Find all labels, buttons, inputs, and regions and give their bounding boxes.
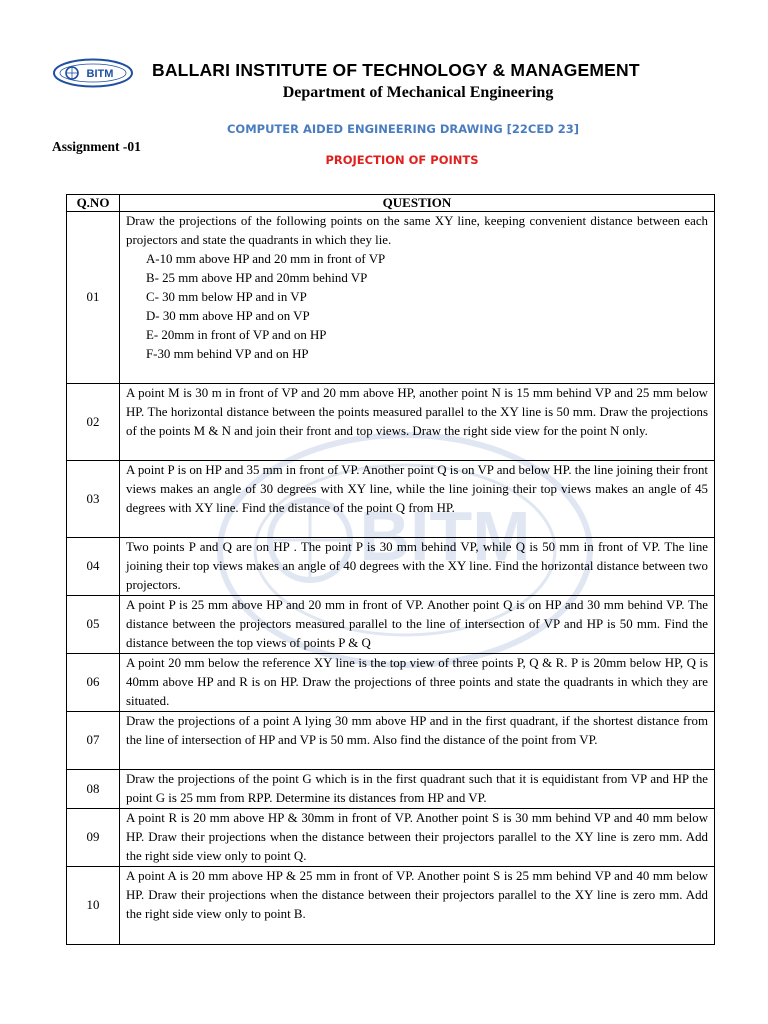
question-number: 01 <box>67 212 120 384</box>
question-number: 10 <box>67 867 120 945</box>
question-text: A point A is 20 mm above HP & 25 mm in front of VP. Another point S is 25 mm behind VP and 40 mm below HP. Draw their projections when the distance between their projectors parallel to the XY line is zero mm. Add the right side view only to point B. <box>126 869 708 921</box>
table-row <box>67 596 715 654</box>
question-number: 06 <box>67 654 120 712</box>
questions-table <box>66 194 715 945</box>
question-number: 05 <box>67 596 120 654</box>
question-number: 08 <box>67 770 120 809</box>
course-title: COMPUTER AIDED ENGINEERING DRAWING [22CED 23] <box>226 122 580 136</box>
question-text-cell <box>120 596 715 654</box>
question-text: Draw the projections of the point G which is in the first quadrant such that it is equidistant from VP and HP the point G is 25 mm from RPP. Determine its distances from HP and VP. <box>126 772 708 805</box>
table-row <box>67 538 715 596</box>
question-number: 07 <box>67 712 120 770</box>
question-text: Draw the projections of a point A lying 30 mm above HP and in the first quadrant, if the shortest distance from the line of intersection of HP and VP is 50 mm. Also find the distance of the point from VP. <box>126 714 708 747</box>
question-text: A point 20 mm below the reference XY line is the top view of three points P, Q & R. P is 20mm below HP, Q is 40mm above HP and R is on HP. Draw the projections of three points and state the quadrants in which they are situated. <box>126 656 708 708</box>
question-text-cell <box>120 212 715 384</box>
table-row <box>67 809 715 867</box>
table-row <box>67 654 715 712</box>
table-row <box>67 867 715 945</box>
question-item: D- 30 mm above HP and on VP <box>146 309 310 323</box>
question-item: A-10 mm above HP and 20 mm in front of VP <box>146 252 386 266</box>
question-text-cell <box>120 654 715 712</box>
question-text-cell <box>120 538 715 596</box>
question-text-cell <box>120 461 715 538</box>
question-text-cell <box>120 384 715 461</box>
question-text: A point P is on HP and 35 mm in front of VP. Another point Q is on VP and below HP. the line joining their front views makes an angle of 30 degrees with XY line, while the line joining their top views makes an angle of 45 degrees with XY line. Find the distance of the point Q from HP. <box>126 463 708 515</box>
question-text: Draw the projections of the following points on the same XY line, keeping convenient distance between each projectors and state the quadrants in which they lie. <box>126 214 708 247</box>
watermark-text: BITM <box>359 497 531 575</box>
institute-name: BALLARI INSTITUTE OF TECHNOLOGY & MANAGEMENT <box>152 60 640 80</box>
header-question: QUESTION <box>120 195 715 212</box>
table-row <box>67 712 715 770</box>
question-number: 09 <box>67 809 120 867</box>
question-item: C- 30 mm below HP and in VP <box>146 290 307 304</box>
table-header-row <box>67 195 715 212</box>
question-number: 04 <box>67 538 120 596</box>
question-text-cell <box>120 770 715 809</box>
question-item: F-30 mm behind VP and on HP <box>146 347 309 361</box>
topic-title: PROJECTION OF POINTS <box>325 153 479 167</box>
question-text-cell <box>120 809 715 867</box>
table-row <box>67 384 715 461</box>
assignment-label: Assignment -01 <box>52 139 141 154</box>
question-text: A point R is 20 mm above HP & 30mm in front of VP. Another point S is 30 mm behind VP and 40 mm below HP. Draw their projections when the distance between their projectors parallel to the XY line is zero mm. Add the right side view only to point Q. <box>126 811 708 863</box>
logo-text: BITM <box>86 68 114 80</box>
question-text-cell <box>120 712 715 770</box>
question-text: A point M is 30 m in front of VP and 20 mm above HP, another point N is 15 mm behind VP and 25 mm below HP. The horizontal distance between the points measured parallel to the XY line is 50 mm. Draw the projections of the points M & N and join their front and top views. Draw the right side view for the point N only. <box>126 386 708 438</box>
question-item: E- 20mm in front of VP and on HP <box>146 328 327 342</box>
department-name: Department of Mechanical Engineering <box>282 84 554 101</box>
question-text: A point P is 25 mm above HP and 20 mm in front of VP. Another point Q is on HP and 30 mm behind VP. The distance between the projectors measured parallel to the line of intersection of VP and HP is 50 mm. Find the distance between the top views of points P & Q <box>126 598 708 650</box>
header-qno: Q.NO <box>67 195 120 212</box>
table-row <box>67 212 715 384</box>
question-item: B- 25 mm above HP and 20mm behind VP <box>146 271 368 285</box>
table-row <box>67 461 715 538</box>
question-text-cell <box>120 867 715 945</box>
question-text: Two points P and Q are on HP . The point P is 30 mm behind VP, while Q is 50 mm in front of VP. The line joining their top views makes an angle of 40 degrees with the XY line. Find the horizontal distance between two projectors. <box>126 540 708 592</box>
table-row <box>67 770 715 809</box>
question-number: 03 <box>67 461 120 538</box>
question-number: 02 <box>67 384 120 461</box>
